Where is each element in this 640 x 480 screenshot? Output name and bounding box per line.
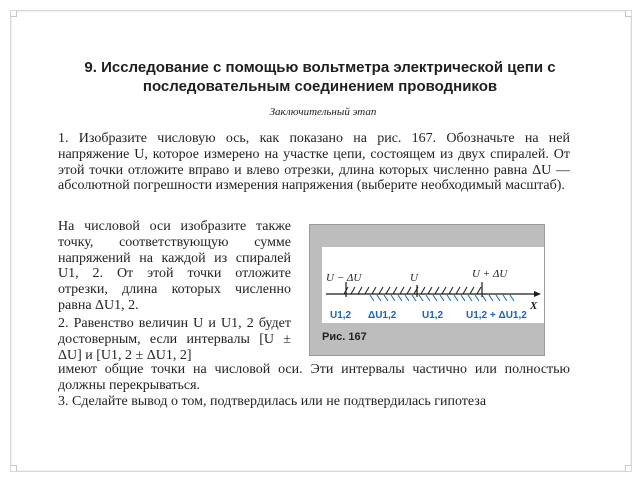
label-u: U	[410, 272, 418, 284]
label-u12-minus: U1,2	[330, 310, 352, 321]
label-u12: U1,2	[422, 310, 444, 321]
label-delta-u12-left: ΔU1,2	[368, 310, 397, 321]
paragraph-4: имеют общие точки на числовой оси. Эти интервалы частично или полностью должны перекрываться.	[58, 362, 570, 393]
figure-caption: Рис. 167	[322, 331, 367, 343]
corner-handle	[625, 10, 632, 17]
paragraph-2: На числовой оси изобразите также точку, соответствующую сумме напряжений на каждой из спиралей U1, 2. От этой точки отложите отрезки, длина которых численно равна ΔU1, 2.	[58, 219, 291, 313]
paragraph-5: 3. Сделайте вывод о том, подтвердилась или не подтвердилась гипотеза	[58, 394, 487, 409]
u-interval-hatch	[344, 287, 481, 294]
u12-interval-hatch	[370, 295, 514, 301]
label-u12-plus: U1,2 + ΔU1,2	[466, 310, 527, 321]
figure-canvas	[322, 247, 544, 323]
corner-handle	[625, 465, 632, 472]
number-line-diagram	[322, 247, 544, 323]
stage-label: Заключительный этап	[269, 106, 377, 118]
axis-label-x: X	[530, 300, 538, 312]
axis-arrow	[534, 291, 541, 297]
figure-167	[309, 224, 545, 356]
paragraph-1: 1. Изобразите числовую ось, как показано на рис. 167. Обозначьте на ней напряжение U, которое измерено на участке цепи, состоящем из двух спиралей. От этой точки отложите вправо и влево отрезки, длина которых численно равна ΔU — абсолютной погрешности измерения напряжения (выберите необходимый масштаб).	[58, 131, 570, 194]
label-u-plus: U + ΔU	[472, 268, 508, 280]
corner-handle	[10, 465, 17, 472]
paragraph-3: 2. Равенство величин U и U1, 2 будет достоверным, если интервалы [U ± ΔU] и [U1, 2 ± ΔU1, 2]	[58, 316, 291, 363]
corner-handle	[10, 10, 17, 17]
label-u-minus: U − ΔU	[326, 272, 362, 284]
slide-title: 9. Исследование с помощью вольтметра электрической цепи с последовательным соединением проводников	[84, 59, 556, 95]
